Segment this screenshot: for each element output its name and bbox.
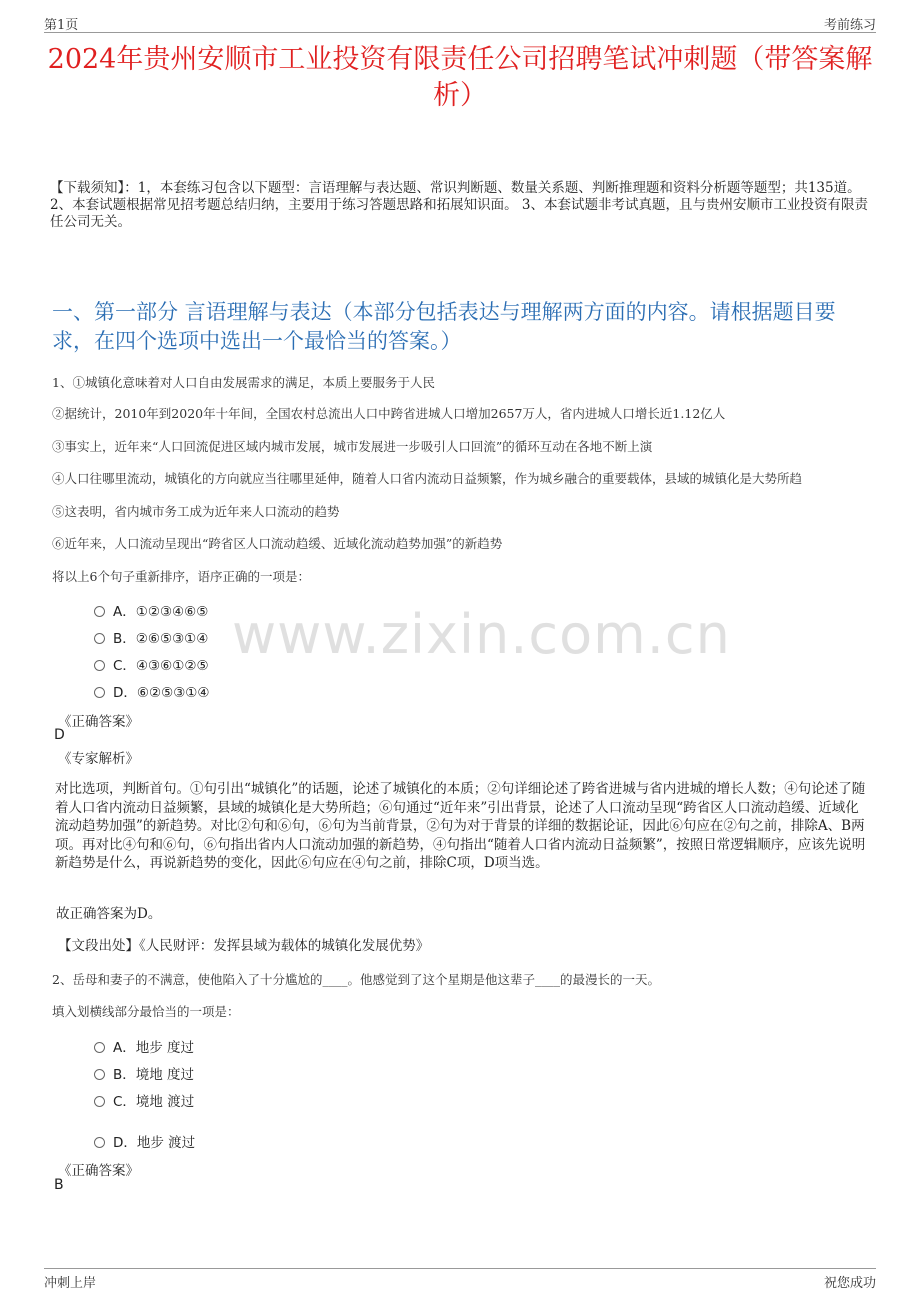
option-label: C．境地 渡过: [113, 1094, 195, 1110]
download-notice: 【下载须知】：1，本套练习包含以下题型：言语理解与表达题、常识判断题、数量关系题、判断推理题和资料分析题等题型；共135道。 2、本套试题根据常见招考题总结归纳，主要用于练习答题思路和拓展知识面。 3、本套试题非考试真题，且与贵州安顺市工业投资有限责任公司无关。: [50, 180, 868, 230]
radio-icon[interactable]: [94, 1096, 105, 1107]
option-label: D．⑥②⑤③①④: [113, 685, 210, 701]
header-divider: [44, 32, 876, 33]
q2-option-b[interactable]: [94, 1063, 194, 1083]
q1-analysis: 对比选项，判断首句。①句引出“城镇化”的话题，论述了城镇化的本质；②句详细论述了跨省进城与省内进城的增长人数；④句论述了随着人口省内流动日益频繁，县域的城镇化是大势所趋；⑥句通过“近年来”引出背景，论述了人口流动呈现“跨省区人口流动趋缓、近域化流动趋势加强”的新趋势。对比②句和⑥句，⑥句为当前背景，②句为对于背景的详细的数据论证，因此⑥句应在②句之前，排除A、B两项。再对比④句和⑥句，⑥句指出省内人口流动加强的新趋势，④句指出“随着人口省内流动日益频繁”，按照日常逻辑顺序，应该先说明新趋势是什么，再说新趋势的变化，因此⑥句应在④句之前，排除C项，D项当选。: [55, 781, 866, 871]
radio-icon[interactable]: [94, 1042, 105, 1053]
watermark: www.zixin.com.cn: [232, 603, 731, 666]
q1-conclusion: 故正确答案为D。: [56, 906, 162, 922]
radio-icon[interactable]: [94, 1069, 105, 1080]
footer-left: 冲刺上岸: [44, 1276, 97, 1291]
option-label: D．地步 渡过: [113, 1135, 196, 1151]
q1-option-a[interactable]: [94, 600, 208, 620]
q1-line-4: ④人口往哪里流动，城镇化的方向就应当往哪里延伸，随着人口省内流动日益频繁，作为城乡融合的重要载体，县域的城镇化是大势所趋: [52, 471, 803, 486]
q1-answer: D: [54, 727, 65, 743]
footer-right: 祝您成功: [823, 1276, 876, 1291]
radio-icon[interactable]: [94, 1137, 105, 1148]
header-label: 考前练习: [823, 18, 876, 33]
q1-option-b[interactable]: [94, 627, 208, 647]
q2-option-c[interactable]: [94, 1090, 194, 1110]
section-title: 一、第一部分 言语理解与表达（本部分包括表达与理解两方面的内容。请根据题目要求，在四个选项中选出一个最恰当的答案。）: [52, 300, 836, 353]
q2-prompt: 填入划横线部分最恰当的一项是：: [52, 1004, 240, 1019]
option-label: B．②⑥⑤③①④: [113, 631, 209, 647]
page-number: 第1页: [44, 18, 79, 33]
q1-line-1: 1、①城镇化意味着对人口自由发展需求的满足，本质上要服务于人民: [52, 375, 435, 390]
radio-icon[interactable]: [94, 633, 105, 644]
q1-line-2: ②据统计，2010年到2020年十年间，全国农村总流出人口中跨省进城人口增加2657万人，省内进城人口增长近1.12亿人: [52, 406, 726, 421]
q1-line-6: ⑥近年来，人口流动呈现出“跨省区人口流动趋缓、近域化流动趋势加强”的新趋势: [52, 536, 503, 551]
radio-icon[interactable]: [94, 606, 105, 617]
option-label: B．境地 度过: [113, 1067, 195, 1083]
q1-line-3: ③事实上，近年来“人口回流促进区域内城市发展，城市发展进一步吸引人口回流”的循环互动在各地不断上演: [52, 439, 653, 454]
q1-line-5: ⑤这表明，省内城市务工成为近年来人口流动的趋势: [52, 504, 340, 519]
q2-stem: 2、岳母和妻子的不满意，使他陷入了十分尴尬的____。他感觉到了这个星期是他这辈子____的最漫长的一天。: [52, 972, 660, 987]
q2-option-a[interactable]: [94, 1036, 194, 1056]
q1-prompt: 将以上6个句子重新排序，语序正确的一项是：: [52, 569, 310, 584]
option-label: A．①②③④⑥⑤: [113, 604, 209, 620]
q1-option-d[interactable]: [94, 681, 210, 701]
q2-answer-label: 《正确答案》: [58, 1163, 139, 1179]
q1-option-c[interactable]: [94, 654, 209, 674]
q2-answer: B: [54, 1177, 64, 1193]
option-label: A．地步 度过: [113, 1040, 195, 1056]
q1-answer-label: 《正确答案》: [58, 714, 139, 730]
q2-option-d[interactable]: [94, 1131, 195, 1151]
radio-icon[interactable]: [94, 660, 105, 671]
q1-source: 【文段出处】《人民财评：发挥县域为载体的城镇化发展优势》: [58, 938, 430, 954]
option-label: C．④③⑥①②⑤: [113, 658, 209, 674]
radio-icon[interactable]: [94, 687, 105, 698]
footer-divider: [44, 1268, 876, 1269]
q1-analysis-label: 《专家解析》: [58, 751, 139, 767]
document-title: 2024年贵州安顺市工业投资有限责任公司招聘笔试冲刺题（带答案解析）: [47, 44, 873, 111]
